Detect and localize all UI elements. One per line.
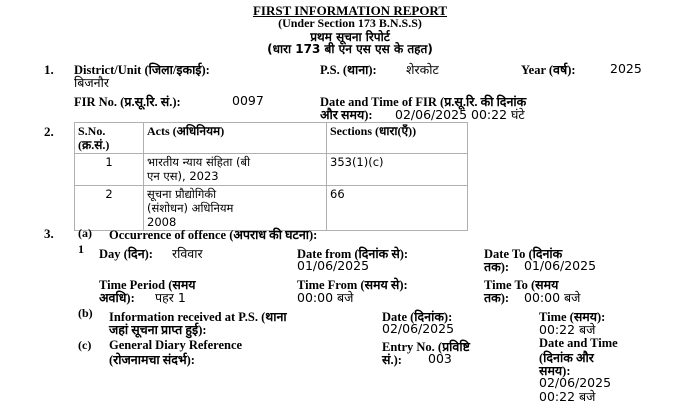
section-3-number: 3. [44, 226, 54, 241]
day-label: Day (दिन): [99, 247, 153, 261]
police-station-value: शेरकोट [406, 62, 439, 77]
row-sno: 1 [75, 154, 144, 186]
acts-sections-table [74, 122, 468, 231]
date-to-label-cont: तक): [484, 260, 510, 274]
entry-number-value: 003 [428, 351, 452, 366]
row-act: सूचना प्रौद्योगिकी (संशोधन) अधिनियम 2008 [144, 186, 327, 231]
row-section: 66 [327, 186, 468, 231]
time-from-label: Time From (समय से): [297, 278, 408, 292]
entry-number-label: Entry No. (प्रविष्टि [382, 340, 470, 354]
date-from-value: 01/06/2025 [297, 258, 370, 273]
time-from-value: 00:00 बजे [297, 290, 354, 305]
day-value: रविवार [172, 246, 203, 261]
info-date-label: Date (दिनांक): [382, 310, 453, 324]
header-sections: Sections (धारा(एँ)) [327, 123, 468, 154]
gd-time-value: 00:22 बजे [539, 389, 596, 404]
info-time-value: 00:22 बजे [539, 322, 596, 337]
district-value: बिजनौर [74, 75, 109, 90]
date-from-label: Date from (दिनांक से): [297, 247, 409, 261]
gd-datetime-label-end: समय): [539, 364, 571, 378]
sub-item-1: 1 [78, 242, 84, 256]
item-c-mark: (c) [78, 338, 92, 352]
item-a-mark: (a) [78, 226, 92, 240]
info-date-value: 02/06/2025 [382, 321, 455, 336]
info-received-label: Information received at P.S. (थाना [109, 310, 287, 324]
table-row [75, 186, 468, 231]
time-period-label: Time Period (समय [99, 278, 196, 292]
report-title-hindi: प्रथम सूचना रिपोर्ट [310, 30, 390, 44]
row-act: भारतीय न्याय संहिता (बी एन एस), 2023 [144, 154, 327, 186]
info-time-label: Time (समय): [539, 310, 606, 324]
section-1-number: 1. [44, 62, 54, 77]
section-2-number: 2. [44, 124, 54, 139]
year-value: 2025 [610, 61, 642, 76]
police-station-label: P.S. (थाना): [320, 63, 377, 77]
fir-datetime-value: 02/06/2025 00:22 घंटे [395, 107, 525, 122]
header-acts: Acts (अधिनियम) [144, 123, 327, 154]
time-to-value: 00:00 बजे [524, 290, 581, 305]
time-to-label-cont: तक): [484, 291, 510, 305]
entry-number-label-cont: सं.): [382, 353, 402, 367]
fir-datetime-label-cont: और समय): [320, 108, 373, 122]
district-label: District/Unit (जिला/इकाई): [74, 63, 210, 77]
gd-date-value: 02/06/2025 [539, 375, 612, 390]
gd-datetime-label: Date and Time [539, 336, 618, 350]
occurrence-title: Occurrence of offence (अपराध की घटना): [109, 228, 318, 242]
table-row [75, 154, 468, 186]
date-to-value: 01/06/2025 [524, 258, 597, 273]
fir-datetime-label: Date and Time of FIR (प्र.सू.रि. की दिनांक [320, 95, 527, 109]
fir-number-label: FIR No. (प्र.सू.रि. सं.): [74, 95, 181, 109]
gd-datetime-label-cont: (दिनांक और [539, 351, 594, 365]
table-header-row [75, 123, 468, 154]
fir-number-value: 0097 [232, 93, 264, 108]
year-label: Year (वर्ष): [521, 63, 576, 77]
general-diary-label: General Diary Reference [109, 338, 243, 352]
report-subtitle-hindi: (धारा 173 बी एन एस एस के तहत) [267, 42, 433, 56]
item-b-mark: (b) [78, 306, 93, 320]
time-period-label-cont: अवधि): [99, 291, 135, 305]
date-to-label: Date To (दिनांक [484, 247, 563, 261]
info-received-label-cont: जहां सूचना प्राप्त हुई): [109, 323, 207, 337]
report-subtitle: (Under Section 173 B.N.S.S) [278, 16, 422, 30]
header-sno: S.No. (क्र.सं.) [75, 123, 144, 154]
general-diary-label-cont: (रोजनामचा संदर्भ): [109, 353, 195, 367]
time-period-value: पहर 1 [155, 290, 186, 305]
report-title: FIRST INFORMATION REPORT [252, 3, 448, 18]
row-section: 353(1)(c) [327, 154, 468, 186]
row-sno: 2 [75, 186, 144, 231]
time-to-label: Time To (समय [484, 278, 559, 292]
